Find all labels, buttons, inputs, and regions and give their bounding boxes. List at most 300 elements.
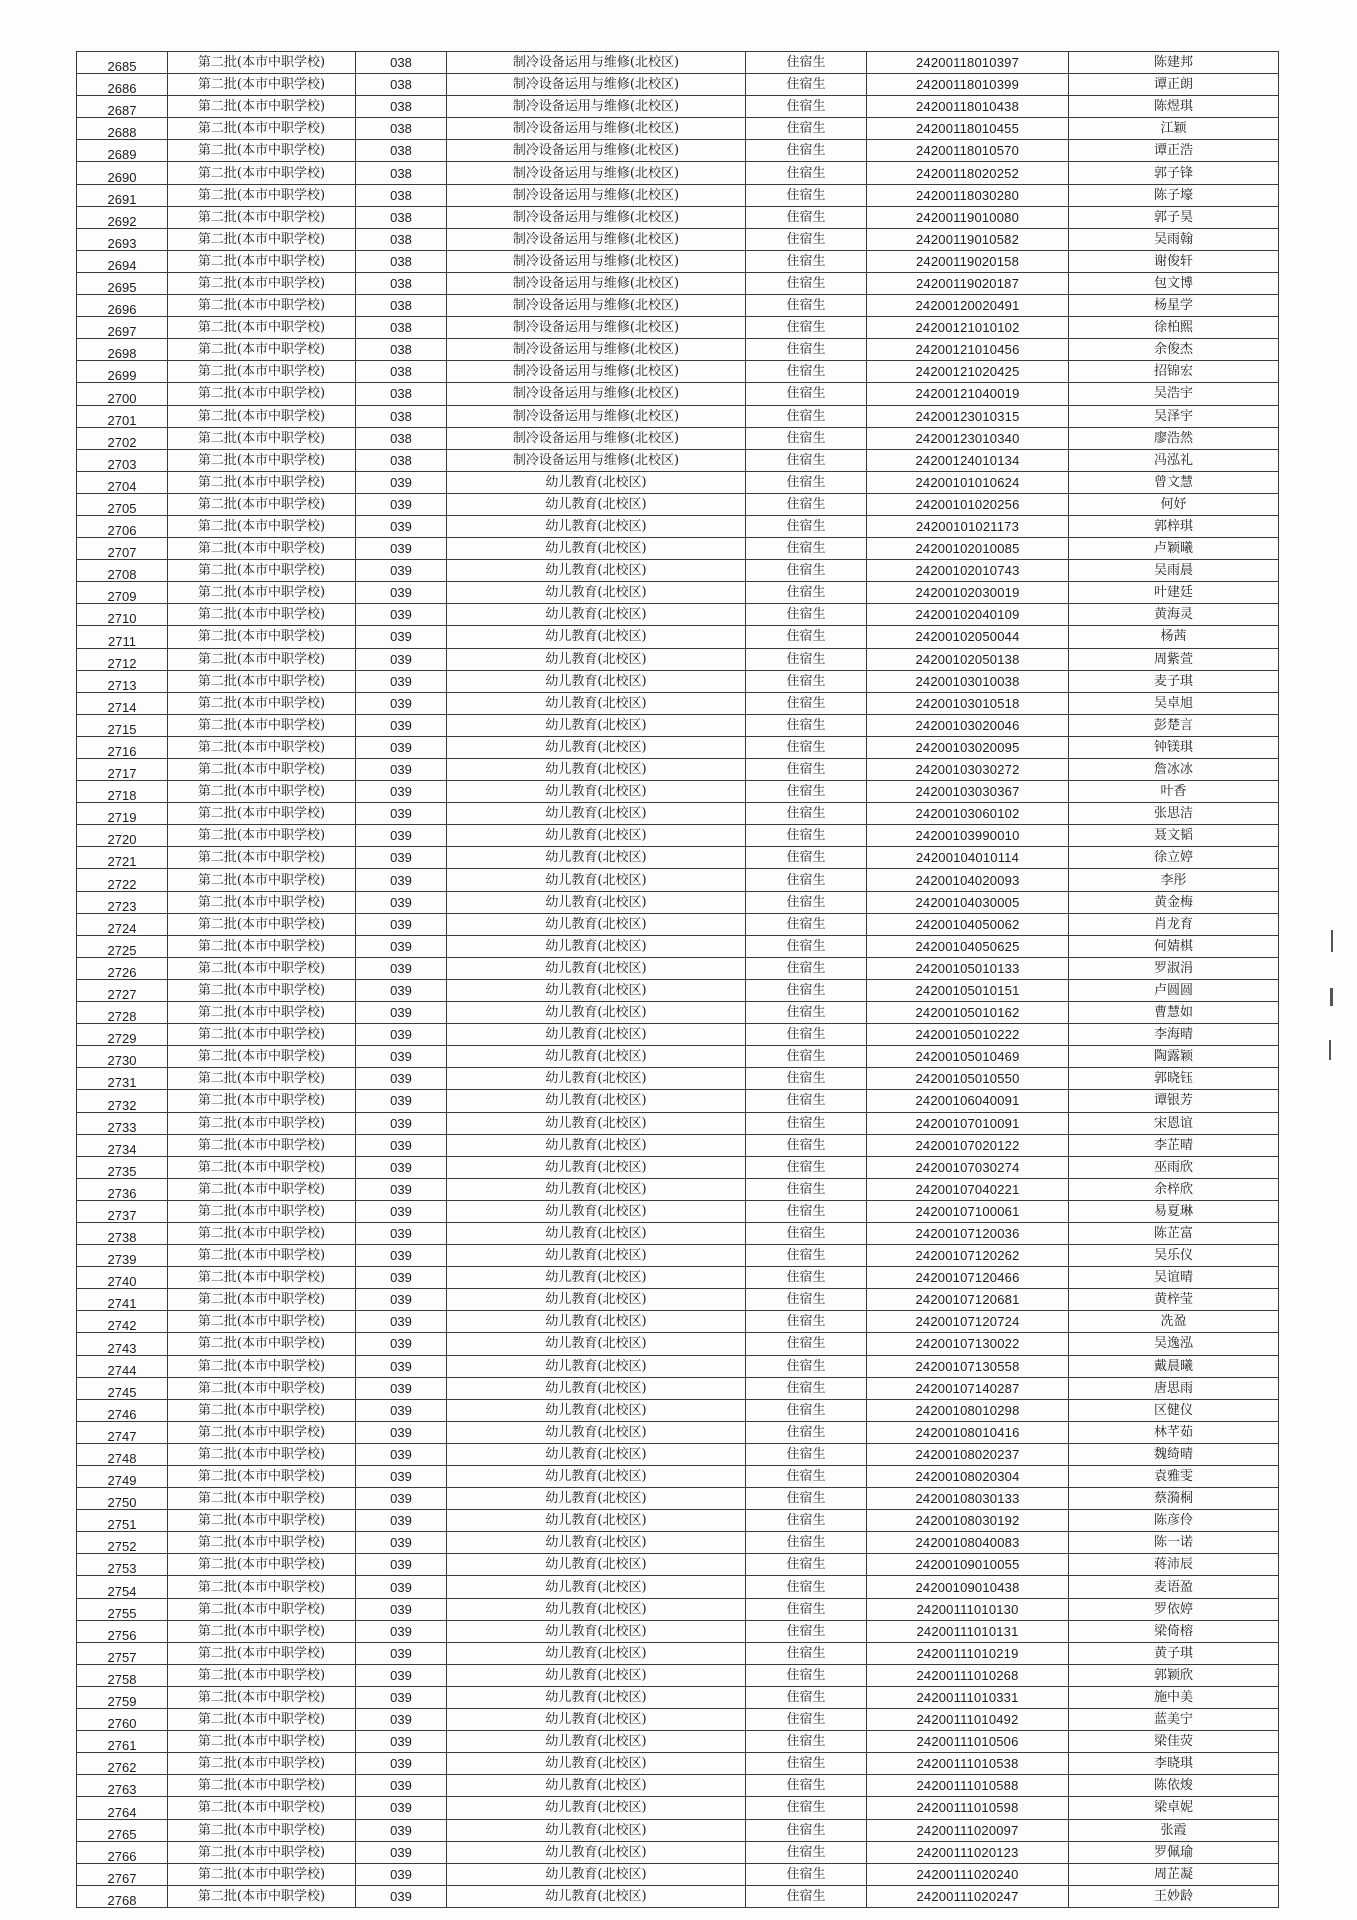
major-code-cell: 039 bbox=[356, 736, 447, 758]
seq-cell: 2732 bbox=[77, 1090, 168, 1112]
batch-cell: 第二批(本市中职学校) bbox=[168, 1642, 356, 1664]
batch-cell: 第二批(本市中职学校) bbox=[168, 361, 356, 383]
table-row bbox=[77, 1421, 1279, 1443]
major-name-cell: 幼儿教育(北校区) bbox=[447, 515, 746, 537]
student-type-cell: 住宿生 bbox=[746, 1200, 867, 1222]
major-name-cell: 制冷设备运用与维修(北校区) bbox=[447, 140, 746, 162]
exam-number-cell: 24200107040221 bbox=[867, 1178, 1069, 1200]
exam-number-cell: 24200107030274 bbox=[867, 1156, 1069, 1178]
major-code-cell: 039 bbox=[356, 1024, 447, 1046]
major-code-cell: 039 bbox=[356, 1841, 447, 1863]
exam-number-cell: 24200105010550 bbox=[867, 1068, 1069, 1090]
major-name-cell: 幼儿教育(北校区) bbox=[447, 1377, 746, 1399]
major-name-cell: 幼儿教育(北校区) bbox=[447, 1753, 746, 1775]
major-code-cell: 039 bbox=[356, 1178, 447, 1200]
student-type-cell: 住宿生 bbox=[746, 582, 867, 604]
table-row bbox=[77, 361, 1279, 383]
table-row bbox=[77, 96, 1279, 118]
batch-cell: 第二批(本市中职学校) bbox=[168, 74, 356, 96]
exam-number-cell: 24200119020187 bbox=[867, 272, 1069, 294]
seq-cell: 2718 bbox=[77, 781, 168, 803]
major-code-cell: 039 bbox=[356, 1443, 447, 1465]
seq-cell: 2746 bbox=[77, 1399, 168, 1421]
exam-number-cell: 24200111020123 bbox=[867, 1841, 1069, 1863]
batch-cell: 第二批(本市中职学校) bbox=[168, 1222, 356, 1244]
student-type-cell: 住宿生 bbox=[746, 1709, 867, 1731]
student-type-cell: 住宿生 bbox=[746, 361, 867, 383]
exam-number-cell: 24200103020095 bbox=[867, 736, 1069, 758]
student-name-cell: 谭银芳 bbox=[1069, 1090, 1279, 1112]
major-code-cell: 039 bbox=[356, 1686, 447, 1708]
seq-cell: 2767 bbox=[77, 1863, 168, 1885]
seq-cell: 2686 bbox=[77, 74, 168, 96]
table-row bbox=[77, 1753, 1279, 1775]
seq-cell: 2741 bbox=[77, 1289, 168, 1311]
table-row bbox=[77, 405, 1279, 427]
batch-cell: 第二批(本市中职学校) bbox=[168, 935, 356, 957]
student-type-cell: 住宿生 bbox=[746, 935, 867, 957]
student-name-cell: 钟镁琪 bbox=[1069, 736, 1279, 758]
major-name-cell: 幼儿教育(北校区) bbox=[447, 1245, 746, 1267]
major-code-cell: 038 bbox=[356, 140, 447, 162]
seq-cell: 2701 bbox=[77, 405, 168, 427]
table-row bbox=[77, 1068, 1279, 1090]
student-type-cell: 住宿生 bbox=[746, 869, 867, 891]
seq-cell: 2695 bbox=[77, 272, 168, 294]
student-type-cell: 住宿生 bbox=[746, 383, 867, 405]
student-name-cell: 余俊杰 bbox=[1069, 339, 1279, 361]
seq-cell: 2757 bbox=[77, 1642, 168, 1664]
major-name-cell: 制冷设备运用与维修(北校区) bbox=[447, 383, 746, 405]
student-name-cell: 张霞 bbox=[1069, 1819, 1279, 1841]
student-name-cell: 廖浩然 bbox=[1069, 427, 1279, 449]
major-name-cell: 制冷设备运用与维修(北校区) bbox=[447, 96, 746, 118]
major-name-cell: 幼儿教育(北校区) bbox=[447, 979, 746, 1001]
seq-cell: 2759 bbox=[77, 1686, 168, 1708]
student-type-cell: 住宿生 bbox=[746, 1377, 867, 1399]
seq-cell: 2721 bbox=[77, 847, 168, 869]
major-name-cell: 制冷设备运用与维修(北校区) bbox=[447, 184, 746, 206]
student-name-cell: 何婧棋 bbox=[1069, 935, 1279, 957]
batch-cell: 第二批(本市中职学校) bbox=[168, 869, 356, 891]
table-row bbox=[77, 1245, 1279, 1267]
batch-cell: 第二批(本市中职学校) bbox=[168, 1178, 356, 1200]
major-code-cell: 039 bbox=[356, 1355, 447, 1377]
batch-cell: 第二批(本市中职学校) bbox=[168, 1355, 356, 1377]
student-name-cell: 聂文韬 bbox=[1069, 825, 1279, 847]
major-name-cell: 幼儿教育(北校区) bbox=[447, 1068, 746, 1090]
major-code-cell: 039 bbox=[356, 515, 447, 537]
exam-number-cell: 24200104030005 bbox=[867, 891, 1069, 913]
student-type-cell: 住宿生 bbox=[746, 803, 867, 825]
student-type-cell: 住宿生 bbox=[746, 1576, 867, 1598]
table-row bbox=[77, 118, 1279, 140]
major-name-cell: 幼儿教育(北校区) bbox=[447, 1421, 746, 1443]
batch-cell: 第二批(本市中职学校) bbox=[168, 184, 356, 206]
exam-number-cell: 24200119020158 bbox=[867, 250, 1069, 272]
major-name-cell: 幼儿教育(北校区) bbox=[447, 1311, 746, 1333]
major-code-cell: 038 bbox=[356, 339, 447, 361]
student-name-cell: 周芷凝 bbox=[1069, 1863, 1279, 1885]
exam-number-cell: 24200118020252 bbox=[867, 162, 1069, 184]
batch-cell: 第二批(本市中职学校) bbox=[168, 714, 356, 736]
student-type-cell: 住宿生 bbox=[746, 1510, 867, 1532]
exam-number-cell: 24200101010624 bbox=[867, 471, 1069, 493]
student-type-cell: 住宿生 bbox=[746, 1863, 867, 1885]
major-code-cell: 039 bbox=[356, 1377, 447, 1399]
student-type-cell: 住宿生 bbox=[746, 206, 867, 228]
major-name-cell: 幼儿教育(北校区) bbox=[447, 803, 746, 825]
exam-number-cell: 24200102040109 bbox=[867, 604, 1069, 626]
student-type-cell: 住宿生 bbox=[746, 250, 867, 272]
roster-body bbox=[77, 52, 1279, 1908]
major-name-cell: 幼儿教育(北校区) bbox=[447, 1819, 746, 1841]
exam-number-cell: 24200107010091 bbox=[867, 1112, 1069, 1134]
seq-cell: 2708 bbox=[77, 560, 168, 582]
seq-cell: 2727 bbox=[77, 979, 168, 1001]
seq-cell: 2705 bbox=[77, 493, 168, 515]
batch-cell: 第二批(本市中职学校) bbox=[168, 1134, 356, 1156]
major-name-cell: 幼儿教育(北校区) bbox=[447, 471, 746, 493]
major-name-cell: 制冷设备运用与维修(北校区) bbox=[447, 361, 746, 383]
major-name-cell: 幼儿教育(北校区) bbox=[447, 1576, 746, 1598]
table-row bbox=[77, 1642, 1279, 1664]
exam-number-cell: 24200108040083 bbox=[867, 1532, 1069, 1554]
major-code-cell: 039 bbox=[356, 1488, 447, 1510]
batch-cell: 第二批(本市中职学校) bbox=[168, 449, 356, 471]
student-name-cell: 郭梓琪 bbox=[1069, 515, 1279, 537]
major-code-cell: 038 bbox=[356, 383, 447, 405]
table-row bbox=[77, 162, 1279, 184]
batch-cell: 第二批(本市中职学校) bbox=[168, 383, 356, 405]
major-name-cell: 幼儿教育(北校区) bbox=[447, 1510, 746, 1532]
batch-cell: 第二批(本市中职学校) bbox=[168, 140, 356, 162]
batch-cell: 第二批(本市中职学校) bbox=[168, 272, 356, 294]
major-code-cell: 039 bbox=[356, 913, 447, 935]
table-row bbox=[77, 1863, 1279, 1885]
major-name-cell: 幼儿教育(北校区) bbox=[447, 1863, 746, 1885]
major-name-cell: 幼儿教育(北校区) bbox=[447, 1024, 746, 1046]
student-name-cell: 何妤 bbox=[1069, 493, 1279, 515]
major-code-cell: 039 bbox=[356, 1134, 447, 1156]
major-code-cell: 039 bbox=[356, 1245, 447, 1267]
exam-number-cell: 24200118010397 bbox=[867, 52, 1069, 74]
student-type-cell: 住宿生 bbox=[746, 1775, 867, 1797]
batch-cell: 第二批(本市中职学校) bbox=[168, 1753, 356, 1775]
major-name-cell: 幼儿教育(北校区) bbox=[447, 1333, 746, 1355]
student-type-cell: 住宿生 bbox=[746, 118, 867, 140]
table-row bbox=[77, 74, 1279, 96]
seq-cell: 2722 bbox=[77, 869, 168, 891]
student-name-cell: 李晓琪 bbox=[1069, 1753, 1279, 1775]
table-row bbox=[77, 781, 1279, 803]
batch-cell: 第二批(本市中职学校) bbox=[168, 538, 356, 560]
seq-cell: 2694 bbox=[77, 250, 168, 272]
major-name-cell: 幼儿教育(北校区) bbox=[447, 604, 746, 626]
seq-cell: 2728 bbox=[77, 1002, 168, 1024]
major-name-cell: 制冷设备运用与维修(北校区) bbox=[447, 206, 746, 228]
batch-cell: 第二批(本市中职学校) bbox=[168, 1532, 356, 1554]
student-type-cell: 住宿生 bbox=[746, 560, 867, 582]
table-row bbox=[77, 1709, 1279, 1731]
exam-number-cell: 24200105010162 bbox=[867, 1002, 1069, 1024]
seq-cell: 2707 bbox=[77, 538, 168, 560]
seq-cell: 2736 bbox=[77, 1178, 168, 1200]
major-code-cell: 039 bbox=[356, 869, 447, 891]
batch-cell: 第二批(本市中职学校) bbox=[168, 1443, 356, 1465]
exam-number-cell: 24200102010743 bbox=[867, 560, 1069, 582]
major-name-cell: 制冷设备运用与维修(北校区) bbox=[447, 52, 746, 74]
batch-cell: 第二批(本市中职学校) bbox=[168, 670, 356, 692]
batch-cell: 第二批(本市中职学校) bbox=[168, 891, 356, 913]
major-code-cell: 039 bbox=[356, 759, 447, 781]
seq-cell: 2763 bbox=[77, 1775, 168, 1797]
student-type-cell: 住宿生 bbox=[746, 1620, 867, 1642]
table-row bbox=[77, 1002, 1279, 1024]
major-name-cell: 制冷设备运用与维修(北校区) bbox=[447, 162, 746, 184]
major-code-cell: 038 bbox=[356, 74, 447, 96]
student-type-cell: 住宿生 bbox=[746, 1333, 867, 1355]
student-type-cell: 住宿生 bbox=[746, 1642, 867, 1664]
batch-cell: 第二批(本市中职学校) bbox=[168, 1709, 356, 1731]
major-code-cell: 039 bbox=[356, 1200, 447, 1222]
student-type-cell: 住宿生 bbox=[746, 1819, 867, 1841]
major-code-cell: 038 bbox=[356, 206, 447, 228]
student-name-cell: 卢颖曦 bbox=[1069, 538, 1279, 560]
student-name-cell: 梁卓妮 bbox=[1069, 1797, 1279, 1819]
exam-number-cell: 24200121040019 bbox=[867, 383, 1069, 405]
student-type-cell: 住宿生 bbox=[746, 1753, 867, 1775]
table-row bbox=[77, 1731, 1279, 1753]
student-type-cell: 住宿生 bbox=[746, 493, 867, 515]
exam-number-cell: 24200104020093 bbox=[867, 869, 1069, 891]
major-code-cell: 039 bbox=[356, 1885, 447, 1907]
major-code-cell: 038 bbox=[356, 228, 447, 250]
student-name-cell: 王妙龄 bbox=[1069, 1885, 1279, 1907]
exam-number-cell: 24200107120262 bbox=[867, 1245, 1069, 1267]
student-type-cell: 住宿生 bbox=[746, 1046, 867, 1068]
seq-cell: 2693 bbox=[77, 228, 168, 250]
student-name-cell: 冼盈 bbox=[1069, 1311, 1279, 1333]
major-code-cell: 039 bbox=[356, 1311, 447, 1333]
exam-number-cell: 24200118010399 bbox=[867, 74, 1069, 96]
major-name-cell: 幼儿教育(北校区) bbox=[447, 626, 746, 648]
major-code-cell: 039 bbox=[356, 582, 447, 604]
seq-cell: 2703 bbox=[77, 449, 168, 471]
student-type-cell: 住宿生 bbox=[746, 538, 867, 560]
student-type-cell: 住宿生 bbox=[746, 295, 867, 317]
student-name-cell: 包文博 bbox=[1069, 272, 1279, 294]
student-name-cell: 吴浩宇 bbox=[1069, 383, 1279, 405]
table-row bbox=[77, 449, 1279, 471]
table-row bbox=[77, 1200, 1279, 1222]
major-name-cell: 制冷设备运用与维修(北校区) bbox=[447, 427, 746, 449]
exam-number-cell: 24200119010080 bbox=[867, 206, 1069, 228]
table-row bbox=[77, 1466, 1279, 1488]
table-row bbox=[77, 339, 1279, 361]
major-name-cell: 制冷设备运用与维修(北校区) bbox=[447, 74, 746, 96]
seq-cell: 2729 bbox=[77, 1024, 168, 1046]
table-row bbox=[77, 979, 1279, 1001]
seq-cell: 2712 bbox=[77, 648, 168, 670]
major-code-cell: 039 bbox=[356, 1709, 447, 1731]
major-name-cell: 制冷设备运用与维修(北校区) bbox=[447, 405, 746, 427]
batch-cell: 第二批(本市中职学校) bbox=[168, 1841, 356, 1863]
student-name-cell: 麦子琪 bbox=[1069, 670, 1279, 692]
student-name-cell: 陈依焌 bbox=[1069, 1775, 1279, 1797]
seq-cell: 2699 bbox=[77, 361, 168, 383]
seq-cell: 2713 bbox=[77, 670, 168, 692]
student-name-cell: 黄金梅 bbox=[1069, 891, 1279, 913]
seq-cell: 2690 bbox=[77, 162, 168, 184]
batch-cell: 第二批(本市中职学校) bbox=[168, 96, 356, 118]
batch-cell: 第二批(本市中职学校) bbox=[168, 759, 356, 781]
table-row bbox=[77, 648, 1279, 670]
major-name-cell: 幼儿教育(北校区) bbox=[447, 1178, 746, 1200]
table-row bbox=[77, 1090, 1279, 1112]
seq-cell: 2762 bbox=[77, 1753, 168, 1775]
major-name-cell: 制冷设备运用与维修(北校区) bbox=[447, 339, 746, 361]
batch-cell: 第二批(本市中职学校) bbox=[168, 1488, 356, 1510]
major-name-cell: 幼儿教育(北校区) bbox=[447, 1200, 746, 1222]
student-type-cell: 住宿生 bbox=[746, 736, 867, 758]
student-name-cell: 李芷晴 bbox=[1069, 1134, 1279, 1156]
batch-cell: 第二批(本市中职学校) bbox=[168, 1289, 356, 1311]
exam-number-cell: 24200107130558 bbox=[867, 1355, 1069, 1377]
batch-cell: 第二批(本市中职学校) bbox=[168, 206, 356, 228]
major-name-cell: 制冷设备运用与维修(北校区) bbox=[447, 250, 746, 272]
student-type-cell: 住宿生 bbox=[746, 1731, 867, 1753]
exam-number-cell: 24200121010102 bbox=[867, 317, 1069, 339]
student-name-cell: 徐柏熙 bbox=[1069, 317, 1279, 339]
exam-number-cell: 24200123010340 bbox=[867, 427, 1069, 449]
student-type-cell: 住宿生 bbox=[746, 1841, 867, 1863]
seq-cell: 2758 bbox=[77, 1664, 168, 1686]
batch-cell: 第二批(本市中职学校) bbox=[168, 1245, 356, 1267]
student-type-cell: 住宿生 bbox=[746, 272, 867, 294]
exam-number-cell: 24200121020425 bbox=[867, 361, 1069, 383]
exam-number-cell: 24200102030019 bbox=[867, 582, 1069, 604]
seq-cell: 2730 bbox=[77, 1046, 168, 1068]
exam-number-cell: 24200120020491 bbox=[867, 295, 1069, 317]
major-name-cell: 幼儿教育(北校区) bbox=[447, 1443, 746, 1465]
major-name-cell: 幼儿教育(北校区) bbox=[447, 913, 746, 935]
batch-cell: 第二批(本市中职学校) bbox=[168, 736, 356, 758]
exam-number-cell: 24200107020122 bbox=[867, 1134, 1069, 1156]
student-type-cell: 住宿生 bbox=[746, 1289, 867, 1311]
table-row bbox=[77, 1775, 1279, 1797]
exam-number-cell: 24200103990010 bbox=[867, 825, 1069, 847]
table-row bbox=[77, 250, 1279, 272]
batch-cell: 第二批(本市中职学校) bbox=[168, 582, 356, 604]
exam-number-cell: 24200105010151 bbox=[867, 979, 1069, 1001]
major-code-cell: 038 bbox=[356, 361, 447, 383]
seq-cell: 2719 bbox=[77, 803, 168, 825]
student-type-cell: 住宿生 bbox=[746, 648, 867, 670]
seq-cell: 2696 bbox=[77, 295, 168, 317]
major-name-cell: 幼儿教育(北校区) bbox=[447, 847, 746, 869]
student-type-cell: 住宿生 bbox=[746, 1443, 867, 1465]
student-type-cell: 住宿生 bbox=[746, 1068, 867, 1090]
major-code-cell: 039 bbox=[356, 626, 447, 648]
table-row bbox=[77, 604, 1279, 626]
major-name-cell: 幼儿教育(北校区) bbox=[447, 869, 746, 891]
exam-number-cell: 24200107120724 bbox=[867, 1311, 1069, 1333]
batch-cell: 第二批(本市中职学校) bbox=[168, 1024, 356, 1046]
major-code-cell: 039 bbox=[356, 1664, 447, 1686]
major-code-cell: 039 bbox=[356, 1753, 447, 1775]
seq-cell: 2715 bbox=[77, 714, 168, 736]
major-code-cell: 038 bbox=[356, 184, 447, 206]
batch-cell: 第二批(本市中职学校) bbox=[168, 118, 356, 140]
seq-cell: 2742 bbox=[77, 1311, 168, 1333]
student-name-cell: 郭子锋 bbox=[1069, 162, 1279, 184]
seq-cell: 2687 bbox=[77, 96, 168, 118]
exam-number-cell: 24200111010492 bbox=[867, 1709, 1069, 1731]
table-row bbox=[77, 272, 1279, 294]
table-row bbox=[77, 1686, 1279, 1708]
batch-cell: 第二批(本市中职学校) bbox=[168, 1598, 356, 1620]
student-type-cell: 住宿生 bbox=[746, 1664, 867, 1686]
major-code-cell: 039 bbox=[356, 1532, 447, 1554]
table-row bbox=[77, 1620, 1279, 1642]
major-name-cell: 幼儿教育(北校区) bbox=[447, 1156, 746, 1178]
batch-cell: 第二批(本市中职学校) bbox=[168, 1885, 356, 1907]
exam-number-cell: 24200111010538 bbox=[867, 1753, 1069, 1775]
batch-cell: 第二批(本市中职学校) bbox=[168, 427, 356, 449]
major-code-cell: 039 bbox=[356, 471, 447, 493]
student-type-cell: 住宿生 bbox=[746, 1532, 867, 1554]
major-name-cell: 制冷设备运用与维修(北校区) bbox=[447, 317, 746, 339]
batch-cell: 第二批(本市中职学校) bbox=[168, 1863, 356, 1885]
student-name-cell: 陶露颖 bbox=[1069, 1046, 1279, 1068]
exam-number-cell: 24200123010315 bbox=[867, 405, 1069, 427]
student-type-cell: 住宿生 bbox=[746, 781, 867, 803]
batch-cell: 第二批(本市中职学校) bbox=[168, 803, 356, 825]
major-name-cell: 幼儿教育(北校区) bbox=[447, 493, 746, 515]
major-name-cell: 幼儿教育(北校区) bbox=[447, 736, 746, 758]
student-name-cell: 吴雨晨 bbox=[1069, 560, 1279, 582]
exam-number-cell: 24200108030192 bbox=[867, 1510, 1069, 1532]
table-row bbox=[77, 1377, 1279, 1399]
seq-cell: 2750 bbox=[77, 1488, 168, 1510]
seq-cell: 2761 bbox=[77, 1731, 168, 1753]
student-type-cell: 住宿生 bbox=[746, 891, 867, 913]
major-name-cell: 幼儿教育(北校区) bbox=[447, 1620, 746, 1642]
batch-cell: 第二批(本市中职学校) bbox=[168, 979, 356, 1001]
major-name-cell: 幼儿教育(北校区) bbox=[447, 957, 746, 979]
table-row bbox=[77, 759, 1279, 781]
student-type-cell: 住宿生 bbox=[746, 96, 867, 118]
batch-cell: 第二批(本市中职学校) bbox=[168, 295, 356, 317]
major-code-cell: 039 bbox=[356, 1620, 447, 1642]
exam-number-cell: 24200107140287 bbox=[867, 1377, 1069, 1399]
batch-cell: 第二批(本市中职学校) bbox=[168, 648, 356, 670]
batch-cell: 第二批(本市中职学校) bbox=[168, 957, 356, 979]
seq-cell: 2724 bbox=[77, 913, 168, 935]
student-type-cell: 住宿生 bbox=[746, 1222, 867, 1244]
seq-cell: 2717 bbox=[77, 759, 168, 781]
major-code-cell: 038 bbox=[356, 317, 447, 339]
major-code-cell: 039 bbox=[356, 1554, 447, 1576]
student-name-cell: 黄梓莹 bbox=[1069, 1289, 1279, 1311]
exam-number-cell: 24200108010298 bbox=[867, 1399, 1069, 1421]
student-type-cell: 住宿生 bbox=[746, 74, 867, 96]
student-name-cell: 蒋沛辰 bbox=[1069, 1554, 1279, 1576]
exam-number-cell: 24200103030367 bbox=[867, 781, 1069, 803]
exam-number-cell: 24200103010518 bbox=[867, 692, 1069, 714]
table-row bbox=[77, 295, 1279, 317]
